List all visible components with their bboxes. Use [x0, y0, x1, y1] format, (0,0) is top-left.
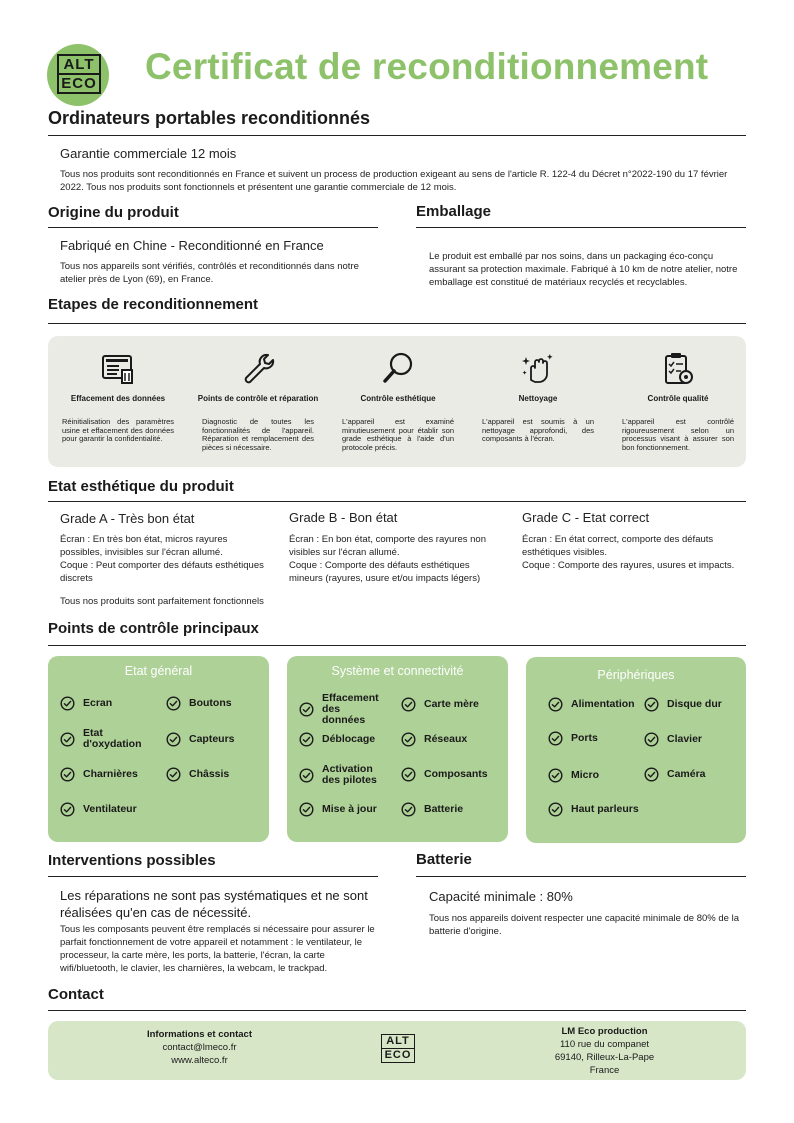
- check-item: Clavier: [644, 732, 702, 747]
- card-title: Système et connectivité: [331, 664, 464, 678]
- wrench-icon: [239, 350, 277, 388]
- divider: [48, 323, 746, 324]
- contact-info: [118, 1028, 281, 1067]
- step-aesthetic: [328, 336, 468, 467]
- grades-note: Tous nos produits sont parfaitement fonctionnels: [60, 596, 264, 607]
- interventions-lead: Les réparations ne sont pas systématiques et ne sont réalisées qu'en cas de nécessité.: [60, 888, 368, 920]
- grades-heading: Etat esthétique du produit: [48, 478, 234, 495]
- contact-footer: [48, 1021, 746, 1080]
- step-description: L'appareil est contrôlé rigoureusement selon un processus visant à assurer son bon fonctionnement.: [622, 417, 734, 452]
- grade-a-description: Écran : En très bon état, micros rayures possibles, invisibles sur l'écran allumé. Coque : Peut comporter des défauts esthétiques discrets: [60, 534, 264, 584]
- checks-heading: Points de contrôle principaux: [48, 620, 259, 637]
- check-circle-icon: [166, 767, 181, 782]
- card-general-condition: [48, 656, 269, 842]
- check-item: Effacement des données: [299, 693, 386, 726]
- check-circle-icon: [299, 732, 314, 747]
- check-item: Ventilateur: [60, 802, 137, 817]
- check-circle-icon: [299, 802, 314, 817]
- contact-info-title: Informations et contact: [146, 1029, 253, 1040]
- warranty-text: Garantie commerciale 12 mois: [60, 146, 237, 161]
- contact-email[interactable]: contact@lmeco.fr: [162, 1042, 237, 1053]
- address-line-1: 110 rue du companet: [559, 1039, 650, 1050]
- alteco-logo: [47, 44, 109, 106]
- check-circle-icon: [401, 767, 416, 782]
- check-item: Haut parleurs: [548, 802, 639, 817]
- check-item: Composants: [401, 767, 488, 782]
- check-circle-icon: [401, 802, 416, 817]
- grade-c-title: Grade C - Etat correct: [522, 510, 650, 525]
- divider: [48, 645, 746, 646]
- logo-line-2: ECO: [59, 73, 99, 92]
- quality-clipboard-icon: [659, 350, 697, 388]
- step-description: Réinitialisation des paramètres usine et effacement des données pour garantir la confidentialité.: [62, 417, 174, 443]
- packaging-heading: Emballage: [416, 203, 492, 220]
- step-cleaning: [468, 336, 608, 467]
- check-circle-icon: [166, 696, 181, 711]
- check-item: Capteurs: [166, 732, 235, 747]
- check-item: Activation des pilotes: [299, 764, 378, 786]
- company-address: [528, 1025, 681, 1077]
- check-circle-icon: [60, 802, 75, 817]
- magnifier-icon: [379, 350, 417, 388]
- logo-line-1: ALT: [63, 56, 95, 73]
- grade-b-description: Écran : En bon état, comporte des rayures non visibles sur l'écran allumé. Coque : Comporte des défauts esthétiques mineurs (rayures, usure et/ou impacts légers): [289, 534, 486, 584]
- cleaning-hand-icon: [519, 350, 557, 388]
- origin-description: Tous nos appareils sont vérifiés, contrôlés et reconditionnés dans notre atelier près de Lyon (69), en France.: [60, 261, 359, 285]
- check-item: Etat d'oxydation: [60, 728, 160, 750]
- origin-subtitle: Fabriqué en Chine - Reconditionné en France: [60, 238, 324, 253]
- step-description: L'appareil est examiné minutieusement pour établir son grade esthétique à l'aide d'un protocole précis.: [342, 417, 454, 452]
- step-description: Diagnostic de toutes les fonctionnalités de l'appareil. Réparation et remplacement des pièces si nécessaire.: [202, 417, 314, 452]
- divider: [48, 501, 746, 502]
- address-line-2: 69140, Rilleux-La-Pape: [554, 1052, 655, 1063]
- check-circle-icon: [644, 732, 659, 747]
- step-title: Points de contrôle et réparation: [197, 394, 319, 403]
- card-peripherals: [526, 657, 746, 843]
- footer-logo: ALT ECO: [381, 1034, 415, 1063]
- check-item: Carte mère: [401, 697, 479, 712]
- divider: [416, 876, 746, 877]
- origin-heading: Origine du produit: [48, 204, 179, 221]
- card-system-connectivity: [287, 656, 508, 842]
- check-item: Charnières: [60, 767, 138, 782]
- steps-heading: Etapes de reconditionnement: [48, 296, 259, 313]
- packaging-description: Le produit est emballé par nos soins, dans un packaging éco-conçu assurant sa protection maximale. Fabriqué à 10 km de notre atelier, notre emballage est constitué de matériaux recyclés et recyclables.: [429, 251, 738, 288]
- interventions-description: Tous les composants peuvent être remplacés si nécessaire pour assurer le parfait fonctionnement de votre appareil et notamment : le ventilateur, le processeur, la carte mère, les ports, la batterie, l'écran, la carte wifi/bluetooth, le clavier, les charnières, la webcam, le trackpad.: [60, 924, 375, 974]
- step-title: Contrôle qualité: [647, 394, 709, 403]
- data-erase-icon: [99, 350, 137, 388]
- page-title: Certificat de reconditionnement: [145, 46, 709, 87]
- check-circle-icon: [644, 697, 659, 712]
- check-item: Boutons: [166, 696, 232, 711]
- company-name: LM Eco production: [561, 1026, 648, 1037]
- check-circle-icon: [60, 696, 75, 711]
- check-circle-icon: [299, 702, 314, 717]
- check-circle-icon: [548, 768, 563, 783]
- check-circle-icon: [299, 768, 314, 783]
- divider: [48, 135, 746, 136]
- check-circle-icon: [401, 697, 416, 712]
- check-circle-icon: [60, 732, 75, 747]
- check-item: Ecran: [60, 696, 112, 711]
- check-circle-icon: [548, 697, 563, 712]
- battery-heading: Batterie: [416, 851, 472, 868]
- step-quality: [608, 336, 748, 467]
- check-circle-icon: [548, 802, 563, 817]
- check-item: Alimentation: [548, 697, 635, 712]
- check-item: Batterie: [401, 802, 463, 817]
- check-item: Déblocage: [299, 732, 375, 747]
- check-item: Réseaux: [401, 732, 467, 747]
- step-description: L'appareil est soumis à un nettoyage approfondi, des composants à l'écran.: [482, 417, 594, 443]
- check-circle-icon: [644, 767, 659, 782]
- check-item: Mise à jour: [299, 802, 377, 817]
- step-data-erase: [48, 336, 188, 467]
- contact-website[interactable]: www.alteco.fr: [171, 1055, 228, 1066]
- product-heading: Ordinateurs portables reconditionnés: [48, 108, 371, 128]
- check-circle-icon: [166, 732, 181, 747]
- steps-panel: [48, 336, 746, 467]
- product-description: Tous nos produits sont reconditionnés en France et suivent un process de production exigeant au sens de l'article R. 122-4 du Décret n°2022-190 du 17 février 2022. Tous nos produits sont fonctionnels et présentent une garantie commerciale de 12 mois.: [60, 169, 728, 193]
- divider: [48, 227, 378, 228]
- interventions-heading: Interventions possibles: [48, 852, 216, 869]
- check-item: Châssis: [166, 767, 229, 782]
- check-circle-icon: [60, 767, 75, 782]
- check-circle-icon: [401, 732, 416, 747]
- divider: [416, 227, 746, 228]
- check-item: Disque dur: [644, 697, 722, 712]
- step-repair: [188, 336, 328, 467]
- check-circle-icon: [548, 731, 563, 746]
- battery-capacity: Capacité minimale : 80%: [429, 889, 573, 904]
- battery-description: Tous nos appareils doivent respecter une capacité minimale de 80% de la batterie d'origine.: [429, 913, 739, 937]
- divider: [48, 876, 378, 877]
- contact-heading: Contact: [48, 986, 104, 1003]
- step-title: Nettoyage: [518, 394, 558, 403]
- check-item: Caméra: [644, 767, 706, 782]
- card-title: Etat général: [124, 664, 193, 678]
- divider: [48, 1010, 746, 1011]
- card-title: Périphériques: [597, 668, 675, 682]
- step-title: Effacement des données: [70, 394, 166, 403]
- grade-c-description: Écran : En état correct, comporte des défauts esthétiques visibles. Coque : Comporte des rayures, usures et impacts.: [522, 534, 735, 571]
- check-item: Ports: [548, 731, 598, 746]
- step-title: Contrôle esthétique: [360, 394, 436, 403]
- grade-a-title: Grade A - Très bon état: [60, 511, 195, 526]
- check-item: Micro: [548, 768, 599, 783]
- grade-b-title: Grade B - Bon état: [289, 510, 398, 525]
- address-country: France: [589, 1065, 620, 1076]
